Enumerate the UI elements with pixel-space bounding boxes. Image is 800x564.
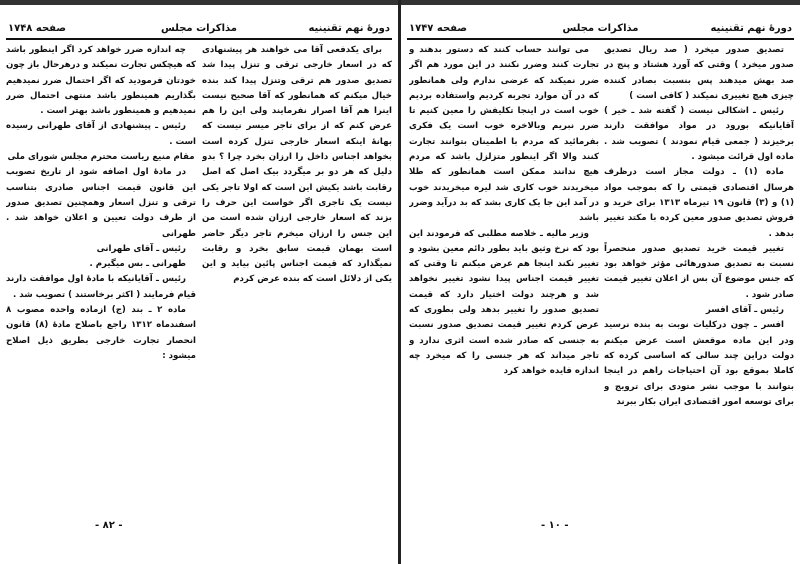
text-column-right [604, 43, 794, 513]
paragraph-text: ماده ۲ ـ بند (ج) ازماده واحده مصوب ۸ اسفندماه ۱۳۱۲ راجع باصلاح مادهٔ (۸) قانون انحصار تجارت خارجی بطریق ذیل اصلاح میشود : [6, 305, 196, 361]
paragraph [6, 165, 196, 241]
paragraph [6, 43, 196, 119]
paragraph: رئیس ـ اشکالی نیست ( گفته شد ـ خیر ) آقایانیکه بورود در مواد موافقت دارند برخیزند ( جمعی قیام نمودند ) تصویب شد . ماده اول قرائت میشود . [604, 106, 794, 163]
speaker-name: رئیس [760, 305, 784, 316]
paragraph [202, 43, 392, 288]
paragraph: طهرانی ـ بس میگیرم . [89, 259, 186, 270]
speaker-name: وزیر مالیه [546, 228, 589, 239]
paragraph: رئیس ـ آقای افسر [705, 305, 784, 316]
paragraph: رئیس ـ آقایانیکه با مادهٔ اول موافقت دارند قیام فرمایند ( اکثر برخاستند ) تصویب شد . [6, 274, 196, 300]
paragraph-text: بس میگیرم . [89, 259, 144, 270]
text-column-left [409, 43, 599, 513]
paragraph: رئیس ـ پیشنهادی از آقای طهرانی رسیده است . [6, 121, 196, 147]
paragraph-text: ماده (۱) ـ دولت مجاز است درظرف هرسال اقتصادی قیمتی را که بموجب مواد (۱) و (۳) قانون ۱۹ تیرماه ۱۳۱۳ برای خرید و فروش تصدیق صدور معین کرده با مکتد تغییر بدهد . [604, 167, 794, 239]
paragraph [6, 303, 196, 364]
speaker-name: رئیس [162, 274, 186, 285]
speaker-name: طهرانی [152, 259, 186, 270]
left-page [0, 5, 398, 564]
paragraph-text: می توانند حساب کنند که دستور بدهند و تجارت کنند وضرر نکنند در این مورد هم اگر ضرر نمیکند که عرضی ندارم ولی همانطور که در آن موارد تجربه کردیم واستفاده بردیم خوب است در اینجا تکلیفش را معین کنیم تا ضرر نبریم وبالاخره خوب است یک فکری بفرمائید که مردم با اطمینان بتوانند تجارت کنند والا اگر اینطور متزلزل باشد که مردم هیچ ندانند ممکن است همانطور که طلا میخریدند خوب کاری شد لیره میخریدند خوب در آمد این جا یک کاری بشد که بد درآید وضرر باشد [409, 45, 599, 224]
paragraph-text: تغییر قیمت خرید تصدیق صدور منحصراً نسبت به تصدیق صدورهائی مؤثر خواهد بود که جنس موضوع آن بس از اعلان تغییر قیمت صادر شود . [604, 243, 794, 300]
text-column-right [202, 43, 392, 513]
paragraph [604, 43, 794, 104]
paragraph-text: پیشنهادی از آقای طهرانی رسیده است . [6, 121, 196, 147]
speaker-name: رئیس [162, 243, 186, 254]
text-column-left [6, 43, 196, 513]
page-folio: - ۸۲ - [95, 520, 123, 531]
paragraph-text: تصدیق صدور میخرد ( صد ریال تصدیق صدور میخرد ) وقتی که آورد هشتاد و پنج در صد بهش میدهند پس بنسبت بصادر کننده چیزی هیچ تغییری نمیکند ( کافی است ) [604, 45, 794, 101]
page-folio: - ۱۰ - [541, 520, 569, 531]
paragraph-text: اشکالی نیست ( گفته شد ـ خیر ) آقایانیکه بورود در مواد موافقت دارند برخیزند ( جمعی قیام نمودند ) تصویب شد . ماده اول قرائت میشود . [604, 106, 794, 163]
paragraph-text: برای یکدفعی آقا می خواهند هر پیشنهادی که در اسعار خارجی ترقی و تنزل پیدا شد تصدیق صدور هم ترقی وتنزل پیدا کند بنده خیال میکنم که همانطور که آقا صحیح نیست اینرا هم آقا اصرار نفرمایند ولی این را هم عرض کنم که از برای تاجر میسر نیست که بهانهٔ اینکه اسعار خارجی تنزل کرده است بخواهد اجناس داخل را ارزان بخرد چرا ؟ بدو دلیل که هر دو بر میگردد بیک اصل که اصل رقابت باشد یکیش این است که اولا تاجر یکی نیست یک تاجری اگر خواست این حرف را بزند که اسعار خارجی ارزان شده است من این جنس را ارزان میخرم تاجر دیگر حاضر است بهمان قیمت سابق بخرد و رقابت نمیگذارد که قیمت اجناس پائین بیاید و این یکی از دلائل است که بنده عرض کردم [202, 45, 392, 285]
publication-title: مذاکرات مجلس [562, 23, 639, 34]
paragraph [6, 150, 196, 165]
paragraph-text: خلاصه مطلبی که فرمودند این بود که نرخ وثیق باید بطور دائم معین بشود و تغییر نکند اینجا هم عرض میکنم تا وقتی که تغییر قیمت اجناس پیدا نشود تغییر نخواهد شد و هرچند دولت اختیار دارد که قیمت تصدیق صدور را تغییر بدهد ولی بطوری که عرض کردم تغییر قیمت تصدیق صدور نسبت به جنسی که صادر شده است اثری ندارد و تاجر میداند که هر جنسی را که میخرد چه اندازه فایده خواهد کرد [409, 228, 599, 377]
header-rule [407, 38, 794, 40]
paragraph: افسر ـ چون درکلیات نوبت به بنده نرسید ودر این ماده موقعش است عرض میکنم دولت دراین چند سالی که اساسی کرده که کاملا بموقع بود آن احتیاجات راهم در اینجا بتوانند با موجب نشر متودی برای ترویج و برای توسعه امور اقتصادی ایران بکار ببرند [604, 320, 794, 407]
page-number: صفحه ۱۷۴۸ [8, 23, 67, 34]
speaker-name: رئیس [162, 121, 186, 132]
paragraph: وزیر مالیه ـ خلاصه مطلبی که فرمودند این بود که نرخ وثیق باید بطور دائم معین بشود و تغییر نکند اینجا هم عرض میکنم تا وقتی که تغییر قیمت اجناس پیدا نشود تغییر نخواهد شد و هرچند دولت اختیار دارد که قیمت تصدیق صدور را تغییر بدهد ولی بطوری که عرض کردم تغییر قیمت تصدیق صدور نسبت به جنسی که صادر شده است اثری ندارد و تاجر میداند که هر جنسی را که میخرد چه اندازه فایده خواهد کرد [409, 228, 599, 377]
paragraph [409, 43, 599, 227]
publication-title: مذاکرات مجلس [160, 23, 237, 34]
paragraph-text: در مادهٔ اول اضافه شود از تاریخ تصویب این قانون قیمت اجناس صادری بتناسب ترقی و تنزل اسعار وهمچنین تصدیق صدور از طرف دولت تعیین و اعلان خواهد شد . طهرانی [6, 167, 196, 239]
paragraph [604, 242, 794, 303]
speaker-name: رئیس [760, 106, 784, 117]
header-rule [6, 38, 392, 40]
session-label: دورهٔ نهم تقنینیه [710, 23, 792, 34]
page-number: صفحه ۱۷۴۷ [409, 23, 468, 34]
page-header [409, 23, 792, 37]
paragraph: رئیس ـ آقای طهرانی [96, 243, 186, 254]
speaker-name: افسر [761, 320, 785, 331]
session-label: دورهٔ نهم تقنینیه [308, 23, 390, 34]
paragraph-text: آقای افسر [705, 305, 752, 316]
paragraph-text: مقام منیع ریاست محترم مجلس شورای ملی [7, 152, 195, 163]
paragraph-text: آقای طهرانی [96, 243, 154, 254]
paragraph-text: آقایانیکه با مادهٔ اول موافقت دارند قیام فرمایند ( اکثر برخاستند ) تصویب شد . [6, 274, 196, 300]
paragraph [604, 165, 794, 241]
right-page [401, 5, 800, 564]
paragraph-text: چه اندازه ضرر خواهد کرد اگر اینطور باشد که هیچکس تجارت نمیکند و درهرحال باز چون خودتان فرمودید که اگر احتمال ضرر نمیدهیم بگذاریم همینطور باشد منتهی احتمال ضرر نمیدهیم و همینطور باشد بهتر است . [6, 45, 196, 117]
page-header [8, 23, 390, 37]
paragraph-text: چون درکلیات نوبت به بنده نرسید ودر این ماده موقعش است عرض میکنم دولت دراین چند سالی که اساسی کرده که کاملا بموقع بود آن احتیاجات راهم در اینجا بتوانند با موجب نشر متودی برای ترویج و برای توسعه امور اقتصادی ایران بکار ببرند [604, 320, 794, 407]
